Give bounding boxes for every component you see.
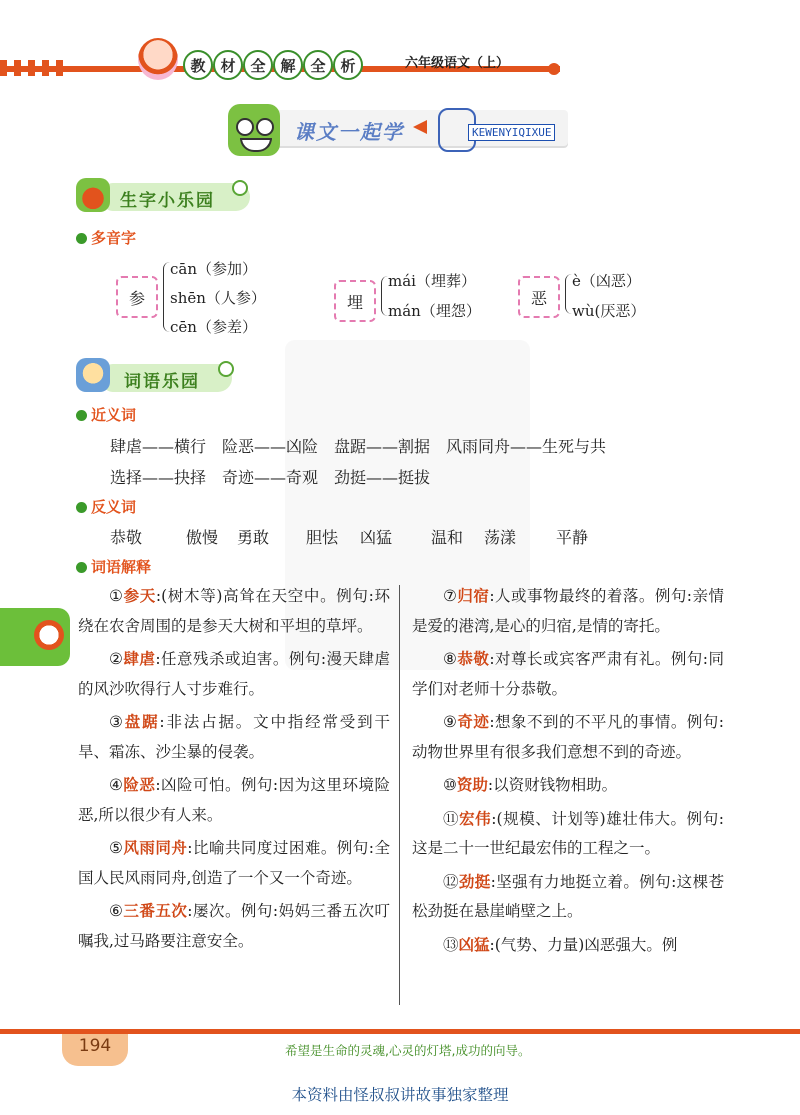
explanation-term: 凶猛 — [458, 935, 490, 954]
polyphone-char-box: 恶 — [518, 276, 560, 318]
polyphone-reading: cēn（参差） — [170, 318, 257, 336]
explanation-text: :对尊长或宾客严肃有礼。例句:同学们对老师十分恭敬。 — [412, 650, 724, 698]
subheading-antonyms: 反义词 — [76, 496, 136, 517]
explanation-term: 盘踞 — [124, 713, 160, 731]
subheading-polyphones: 多音字 — [76, 227, 136, 248]
explanation-number: ⑧ — [443, 650, 458, 668]
banner-title: 课文一起学 — [294, 120, 404, 144]
polyphone-reading: è（凶恶） — [572, 272, 641, 290]
explanation-number: ⑨ — [443, 713, 458, 731]
lesson-banner — [228, 100, 573, 158]
explanation-term: 肆虐 — [123, 650, 156, 668]
subheading-synonyms: 近义词 — [76, 404, 136, 425]
mascot-girl-icon — [138, 38, 178, 80]
explanation-item — [412, 931, 724, 961]
antonym-word: 勇敢 — [237, 528, 270, 547]
explanation-number: ⑫ — [443, 872, 459, 891]
antonym-word: 恭敬 — [110, 528, 143, 547]
explanation-number: ③ — [109, 713, 125, 731]
eye-icon — [256, 118, 274, 136]
explanation-item — [412, 582, 724, 641]
bullet-icon — [76, 562, 87, 573]
explanation-text: :(树木等)高耸在天空中。例句:环绕在农舍周围的是参天大树和平坦的草坪。 — [78, 587, 390, 635]
section-title-words: 词语乐园 — [124, 372, 200, 392]
grade-label: 六年级语文（上） — [405, 56, 510, 71]
eye-icon — [236, 118, 254, 136]
polyphone-reading: shēn（人参） — [170, 289, 266, 307]
explanation-number: ⑥ — [109, 902, 124, 920]
explanation-text: :坚强有力地挺立着。例句:这棵苍松劲挺在悬崖峭壁之上。 — [412, 872, 724, 920]
bullet-icon — [76, 233, 87, 244]
explanation-text: :(规模、计划等)雄壮伟大。例句:这是二十一世纪最宏伟的工程之一。 — [412, 809, 724, 857]
synonym-line: 选择——抉择 奇迹——奇观 劲挺——挺拔 — [110, 468, 431, 487]
explanation-number: ⑤ — [109, 839, 124, 857]
antonym-word: 傲慢 — [186, 528, 219, 547]
bullet-icon — [76, 502, 87, 513]
brace-icon — [163, 262, 170, 332]
green-monster-icon — [228, 104, 280, 156]
explanation-text: :任意残杀或迫害。例句:漫天肆虐的风沙吹得行人寸步难行。 — [78, 650, 390, 698]
series-title-char: 教 — [183, 50, 213, 80]
apple-kid-icon — [76, 178, 110, 212]
explanation-item — [78, 897, 390, 956]
section-title-characters: 生字小乐园 — [120, 191, 215, 211]
series-title-char: 材 — [213, 50, 243, 80]
book-kid-icon — [76, 358, 110, 392]
series-title-char: 析 — [333, 50, 363, 80]
antonym-word: 温和 — [431, 528, 464, 547]
explanations-right-column — [412, 582, 724, 964]
explanation-term: 风雨同舟 — [123, 839, 188, 857]
antonym-word: 凶猛 — [360, 528, 393, 547]
fox-face-icon — [34, 620, 64, 650]
explanation-text: :比喻共同度过困难。例句:全国人民风雨同舟,创造了一个又一个奇迹。 — [78, 839, 390, 887]
header-dot-icon — [548, 63, 560, 75]
brace-icon — [381, 276, 388, 316]
explanation-text: :(气势、力量)凶恶强大。例 — [489, 935, 678, 954]
polyphone-reading: wù(厌恶） — [572, 302, 646, 320]
antonym-word: 胆怯 — [306, 528, 339, 547]
polyphone-reading: mái（埋葬） — [388, 272, 476, 290]
footer-motto: 希望是生命的灵魂,心灵的灯塔,成功的向导。 — [285, 1043, 531, 1058]
explanation-item — [78, 582, 390, 641]
explanation-number: ⑬ — [443, 935, 459, 954]
explanation-item — [78, 645, 390, 704]
series-title-char: 解 — [273, 50, 303, 80]
polyphone-char-box: 埋 — [334, 280, 376, 322]
explanation-term: 奇迹 — [457, 713, 490, 731]
explanation-item — [78, 834, 390, 893]
subheading-explanations: 词语解释 — [76, 556, 151, 577]
explanation-term: 参天 — [123, 587, 156, 605]
banner-pinyin: KEWENYIQIXUE — [468, 124, 555, 141]
explanation-item — [412, 805, 724, 864]
credit-line: 本资料由怪叔叔讲故事独家整理 — [291, 1086, 509, 1104]
explanation-item — [412, 708, 724, 767]
explanation-text: :以资财钱物相助。 — [487, 776, 618, 794]
explanation-number: ① — [109, 587, 124, 605]
antonym-word: 平静 — [556, 528, 589, 547]
explanation-term: 归宿 — [457, 587, 490, 605]
explanation-text: :非法占据。文中指经常受到干旱、霜冻、沙尘暴的侵袭。 — [78, 713, 390, 761]
flag-icon — [413, 120, 427, 134]
series-title-char: 全 — [303, 50, 333, 80]
explanation-term: 宏伟 — [459, 809, 492, 828]
explanation-text: :屡次。例句:妈妈三番五次叮嘱我,过马路要注意安全。 — [78, 902, 390, 950]
explanations-left-column — [78, 582, 390, 960]
circle-dot-icon — [232, 180, 248, 196]
explanation-term: 险恶 — [123, 776, 156, 794]
mouth-icon — [240, 138, 272, 152]
series-title-char: 全 — [243, 50, 273, 80]
explanation-number: ⑦ — [443, 587, 458, 605]
polyphone-reading: cān（参加） — [170, 260, 258, 278]
explanation-number: ⑩ — [443, 776, 457, 794]
explanation-item — [78, 771, 390, 830]
bullet-icon — [76, 410, 87, 421]
explanation-item — [412, 645, 724, 704]
page-number: 194 — [78, 1036, 112, 1056]
explanation-term: 三番五次 — [123, 902, 188, 920]
explanation-item — [412, 868, 724, 927]
explanation-number: ④ — [109, 776, 124, 794]
column-divider — [399, 585, 400, 1005]
explanation-text: :凶险可怕。例句:因为这里环境险恶,所以很少有人来。 — [78, 776, 390, 824]
explanation-term: 恭敬 — [457, 650, 490, 668]
synonym-line: 肆虐——横行 险恶——凶险 盘踞——割据 风雨同舟——生死与共 — [110, 437, 607, 456]
brace-icon — [565, 274, 572, 314]
explanation-term: 劲挺 — [458, 872, 491, 891]
explanation-item — [78, 708, 390, 767]
explanation-item — [412, 771, 724, 801]
explanation-text: :想象不到的不平凡的事情。例句:动物世界里有很多我们意想不到的奇迹。 — [412, 713, 724, 761]
antonym-word: 荡漾 — [484, 528, 517, 547]
polyphone-char-box: 参 — [116, 276, 158, 318]
explanation-number: ② — [109, 650, 124, 668]
circle-dot-icon — [218, 361, 234, 377]
explanation-term: 资助 — [456, 776, 488, 794]
explanation-number: ⑪ — [443, 809, 460, 828]
explanation-text: :人或事物最终的着落。例句:亲情是爱的港湾,是心的归宿,是情的寄托。 — [412, 587, 724, 635]
polyphone-reading: mán（埋怨） — [388, 302, 481, 320]
